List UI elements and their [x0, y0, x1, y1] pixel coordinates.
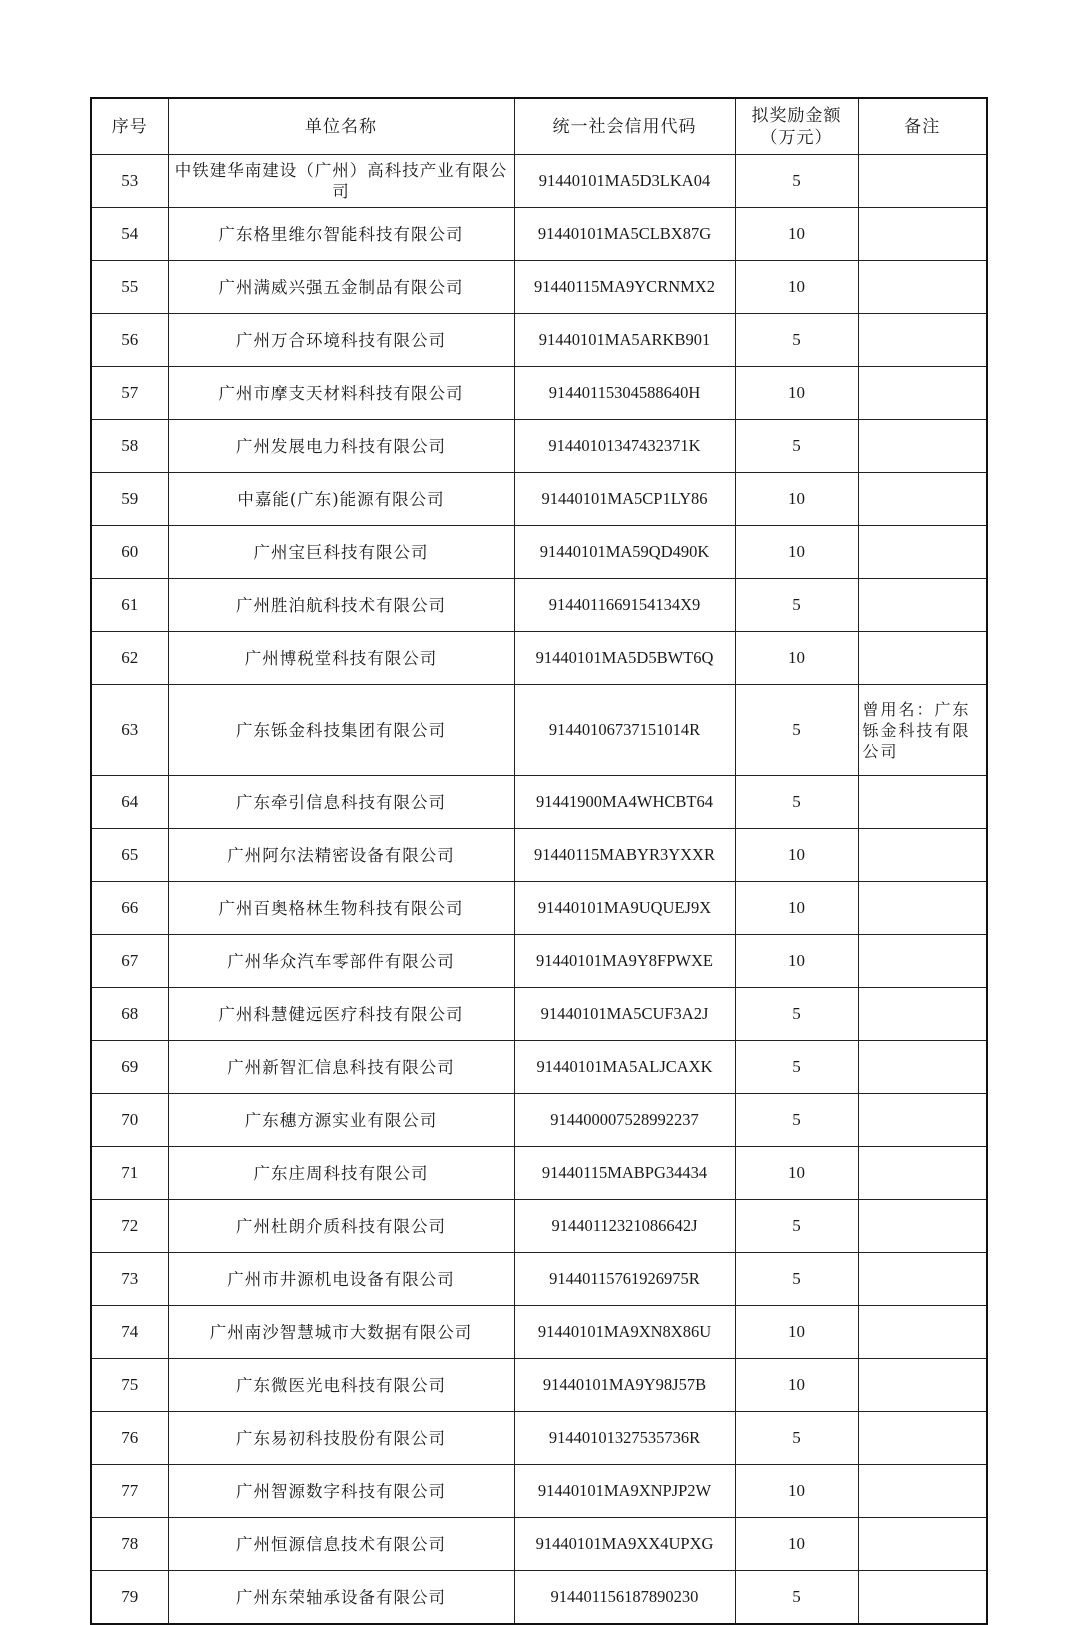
cell-credit-code: 91440115761926975R	[514, 1253, 735, 1306]
cell-note	[858, 882, 987, 935]
table-row	[91, 155, 987, 208]
cell-credit-code: 91440101MA9XN8X86U	[514, 1306, 735, 1359]
cell-credit-code: 9144011669154134X9	[514, 579, 735, 632]
table-row	[91, 473, 987, 526]
cell-unit-name: 广州市摩支天材料科技有限公司	[168, 367, 514, 420]
cell-credit-code: 91440101MA9Y98J57B	[514, 1359, 735, 1412]
table-row	[91, 685, 987, 776]
cell-unit-name: 中嘉能(广东)能源有限公司	[168, 473, 514, 526]
cell-credit-code: 914401156187890230	[514, 1571, 735, 1625]
cell-award-amount: 5	[735, 1571, 858, 1625]
cell-note	[858, 367, 987, 420]
cell-credit-code: 91440101MA5D5BWT6Q	[514, 632, 735, 685]
cell-credit-code: 91440101327535736R	[514, 1412, 735, 1465]
cell-unit-name: 广州宝巨科技有限公司	[168, 526, 514, 579]
cell-note	[858, 1200, 987, 1253]
cell-credit-code: 91440106737151014R	[514, 685, 735, 776]
cell-credit-code: 91440101MA9XX4UPXG	[514, 1518, 735, 1571]
cell-note	[858, 1253, 987, 1306]
table-row	[91, 1253, 987, 1306]
cell-seq: 75	[91, 1359, 168, 1412]
table-row	[91, 526, 987, 579]
cell-seq: 79	[91, 1571, 168, 1625]
cell-credit-code: 914400007528992237	[514, 1094, 735, 1147]
header-seq: 序号	[91, 98, 168, 155]
cell-seq: 53	[91, 155, 168, 208]
cell-award-amount: 10	[735, 473, 858, 526]
cell-award-amount: 5	[735, 1094, 858, 1147]
header-note: 备注	[858, 98, 987, 155]
cell-seq: 68	[91, 988, 168, 1041]
cell-credit-code: 91440101347432371K	[514, 420, 735, 473]
cell-award-amount: 10	[735, 632, 858, 685]
cell-seq: 66	[91, 882, 168, 935]
table-row	[91, 776, 987, 829]
cell-unit-name: 广州博税堂科技有限公司	[168, 632, 514, 685]
table-row	[91, 1094, 987, 1147]
cell-award-amount: 5	[735, 155, 858, 208]
table-row	[91, 1412, 987, 1465]
table-row	[91, 829, 987, 882]
table-row	[91, 1465, 987, 1518]
cell-award-amount: 5	[735, 1200, 858, 1253]
cell-seq: 62	[91, 632, 168, 685]
cell-award-amount: 10	[735, 208, 858, 261]
table-row	[91, 988, 987, 1041]
cell-credit-code: 91440101MA5CLBX87G	[514, 208, 735, 261]
cell-unit-name: 广州南沙智慧城市大数据有限公司	[168, 1306, 514, 1359]
award-list-table	[90, 97, 988, 1625]
cell-note	[858, 420, 987, 473]
cell-note	[858, 988, 987, 1041]
cell-seq: 78	[91, 1518, 168, 1571]
cell-award-amount: 5	[735, 685, 858, 776]
cell-unit-name: 广州万合环境科技有限公司	[168, 314, 514, 367]
header-name: 单位名称	[168, 98, 514, 155]
cell-award-amount: 10	[735, 1518, 858, 1571]
cell-unit-name: 广州市井源机电设备有限公司	[168, 1253, 514, 1306]
cell-seq: 54	[91, 208, 168, 261]
cell-note	[858, 261, 987, 314]
cell-award-amount: 10	[735, 935, 858, 988]
cell-unit-name: 广州恒源信息技术有限公司	[168, 1518, 514, 1571]
cell-unit-name: 广东穗方源实业有限公司	[168, 1094, 514, 1147]
table-row	[91, 261, 987, 314]
cell-seq: 72	[91, 1200, 168, 1253]
cell-unit-name: 中铁建华南建设（广州）高科技产业有限公司	[168, 155, 514, 208]
cell-seq: 65	[91, 829, 168, 882]
cell-unit-name: 广东庄周科技有限公司	[168, 1147, 514, 1200]
table-row	[91, 632, 987, 685]
table-header-row	[91, 98, 987, 155]
cell-unit-name: 广州新智汇信息科技有限公司	[168, 1041, 514, 1094]
cell-seq: 63	[91, 685, 168, 776]
table-row	[91, 579, 987, 632]
table-row	[91, 1147, 987, 1200]
table-row	[91, 420, 987, 473]
cell-award-amount: 10	[735, 1465, 858, 1518]
cell-credit-code: 91440101MA59QD490K	[514, 526, 735, 579]
table-row	[91, 1306, 987, 1359]
cell-note	[858, 579, 987, 632]
cell-award-amount: 5	[735, 988, 858, 1041]
cell-unit-name: 广东易初科技股份有限公司	[168, 1412, 514, 1465]
cell-seq: 76	[91, 1412, 168, 1465]
cell-note: 曾用名：广东铄金科技有限公司	[858, 685, 987, 776]
cell-unit-name: 广州科慧健远医疗科技有限公司	[168, 988, 514, 1041]
cell-unit-name: 广州华众汽车零部件有限公司	[168, 935, 514, 988]
cell-note	[858, 473, 987, 526]
cell-credit-code: 91440115MABYR3YXXR	[514, 829, 735, 882]
cell-unit-name: 广州智源数字科技有限公司	[168, 1465, 514, 1518]
cell-unit-name: 广州满威兴强五金制品有限公司	[168, 261, 514, 314]
cell-credit-code: 91440101MA9UQUEJ9X	[514, 882, 735, 935]
cell-note	[858, 1306, 987, 1359]
cell-note	[858, 314, 987, 367]
cell-seq: 61	[91, 579, 168, 632]
cell-note	[858, 1147, 987, 1200]
cell-award-amount: 5	[735, 579, 858, 632]
table-row	[91, 935, 987, 988]
cell-unit-name: 广东铄金科技集团有限公司	[168, 685, 514, 776]
cell-seq: 55	[91, 261, 168, 314]
cell-seq: 57	[91, 367, 168, 420]
table-row	[91, 1518, 987, 1571]
cell-credit-code: 91440101MA5CUF3A2J	[514, 988, 735, 1041]
cell-unit-name: 广州百奥格林生物科技有限公司	[168, 882, 514, 935]
cell-seq: 60	[91, 526, 168, 579]
cell-credit-code: 91440115MABPG34434	[514, 1147, 735, 1200]
cell-note	[858, 829, 987, 882]
cell-unit-name: 广州胜泊航科技术有限公司	[168, 579, 514, 632]
cell-award-amount: 5	[735, 1041, 858, 1094]
cell-note	[858, 1518, 987, 1571]
cell-credit-code: 91440101MA5D3LKA04	[514, 155, 735, 208]
table-row	[91, 882, 987, 935]
table-row	[91, 1041, 987, 1094]
table-row	[91, 208, 987, 261]
cell-note	[858, 935, 987, 988]
cell-unit-name: 广州阿尔法精密设备有限公司	[168, 829, 514, 882]
cell-award-amount: 5	[735, 314, 858, 367]
header-code: 统一社会信用代码	[514, 98, 735, 155]
cell-note	[858, 208, 987, 261]
cell-seq: 58	[91, 420, 168, 473]
cell-note	[858, 1571, 987, 1625]
cell-seq: 67	[91, 935, 168, 988]
table-row	[91, 314, 987, 367]
cell-credit-code: 91441900MA4WHCBT64	[514, 776, 735, 829]
cell-award-amount: 10	[735, 526, 858, 579]
cell-seq: 70	[91, 1094, 168, 1147]
cell-seq: 71	[91, 1147, 168, 1200]
table-row	[91, 1359, 987, 1412]
header-amount-line1: 拟奖励金额	[751, 105, 842, 126]
cell-seq: 56	[91, 314, 168, 367]
cell-award-amount: 10	[735, 829, 858, 882]
cell-credit-code: 91440101MA9XNPJP2W	[514, 1465, 735, 1518]
cell-unit-name: 广州东荣轴承设备有限公司	[168, 1571, 514, 1625]
cell-award-amount: 5	[735, 420, 858, 473]
cell-note	[858, 776, 987, 829]
cell-seq: 77	[91, 1465, 168, 1518]
cell-unit-name: 广州发展电力科技有限公司	[168, 420, 514, 473]
cell-award-amount: 10	[735, 1306, 858, 1359]
cell-award-amount: 5	[735, 776, 858, 829]
cell-award-amount: 10	[735, 367, 858, 420]
header-amount	[735, 98, 858, 155]
cell-credit-code: 91440115MA9YCRNMX2	[514, 261, 735, 314]
cell-award-amount: 10	[735, 261, 858, 314]
cell-unit-name: 广州杜朗介质科技有限公司	[168, 1200, 514, 1253]
cell-credit-code: 91440115304588640H	[514, 367, 735, 420]
cell-note	[858, 1041, 987, 1094]
cell-credit-code: 91440101MA5CP1LY86	[514, 473, 735, 526]
cell-seq: 73	[91, 1253, 168, 1306]
table-row	[91, 367, 987, 420]
cell-unit-name: 广东微医光电科技有限公司	[168, 1359, 514, 1412]
cell-award-amount: 5	[735, 1253, 858, 1306]
cell-seq: 74	[91, 1306, 168, 1359]
cell-award-amount: 10	[735, 1359, 858, 1412]
cell-note	[858, 526, 987, 579]
cell-seq: 59	[91, 473, 168, 526]
cell-credit-code: 91440101MA5ALJCAXK	[514, 1041, 735, 1094]
cell-note	[858, 1094, 987, 1147]
table-row	[91, 1571, 987, 1625]
cell-unit-name: 广东牵引信息科技有限公司	[168, 776, 514, 829]
cell-credit-code: 91440101MA5ARKB901	[514, 314, 735, 367]
table-row	[91, 1200, 987, 1253]
table-body	[91, 155, 987, 1625]
cell-credit-code: 91440101MA9Y8FPWXE	[514, 935, 735, 988]
cell-unit-name: 广东格里维尔智能科技有限公司	[168, 208, 514, 261]
cell-seq: 64	[91, 776, 168, 829]
cell-note	[858, 632, 987, 685]
cell-seq: 69	[91, 1041, 168, 1094]
cell-note	[858, 1359, 987, 1412]
cell-note	[858, 1412, 987, 1465]
cell-note	[858, 155, 987, 208]
header-amount-line2: （万元）	[760, 127, 833, 148]
cell-note	[858, 1465, 987, 1518]
cell-award-amount: 10	[735, 882, 858, 935]
cell-award-amount: 10	[735, 1147, 858, 1200]
cell-credit-code: 91440112321086642J	[514, 1200, 735, 1253]
cell-award-amount: 5	[735, 1412, 858, 1465]
